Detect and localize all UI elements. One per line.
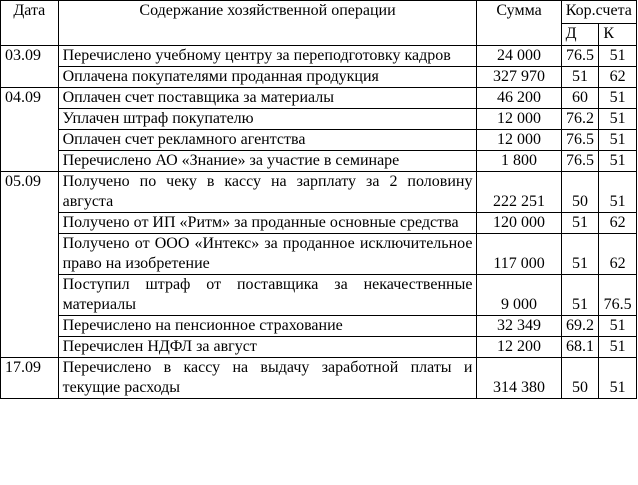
description-cell: Оплачен счет рекламного агентства: [58, 130, 477, 151]
table-row: [1, 316, 637, 337]
credit-cell: 51: [599, 109, 637, 130]
debit-cell: 50: [561, 172, 599, 213]
table-row: [1, 109, 637, 130]
sum-cell: 120 000: [477, 213, 561, 234]
debit-cell: 51: [561, 275, 599, 316]
credit-cell: 62: [599, 213, 637, 234]
table-row: [1, 275, 637, 316]
description-cell: Получено по чеку в кассу на зарплату за 2 половину августа: [58, 172, 477, 213]
sum-cell: 12 000: [477, 130, 561, 151]
date-cell: 17.09: [1, 358, 59, 399]
credit-cell: 51: [599, 46, 637, 67]
sum-cell: 327 970: [477, 67, 561, 88]
credit-cell: 51: [599, 337, 637, 358]
header-accounts: Кор.счета: [561, 1, 636, 24]
debit-cell: 76.5: [561, 151, 599, 172]
table-row: [1, 172, 637, 213]
header-debit: Д: [561, 24, 599, 46]
credit-cell: 51: [599, 151, 637, 172]
sum-cell: 12 200: [477, 337, 561, 358]
debit-cell: 76.5: [561, 46, 599, 67]
table-row: [1, 337, 637, 358]
sum-cell: 46 200: [477, 88, 561, 109]
sum-cell: 32 349: [477, 316, 561, 337]
sum-cell: 314 380: [477, 358, 561, 399]
debit-cell: 68.1: [561, 337, 599, 358]
header-date: Дата: [1, 1, 59, 46]
date-cell: 04.09: [1, 88, 59, 172]
description-cell: Перечислен НДФЛ за август: [58, 337, 477, 358]
description-cell: Перечислено АО «Знание» за участие в семинаре: [58, 151, 477, 172]
credit-cell: 51: [599, 88, 637, 109]
description-cell: Перечислено в кассу на выдачу заработной платы и текущие расходы: [58, 358, 477, 399]
debit-cell: 76.2: [561, 109, 599, 130]
date-cell: 03.09: [1, 46, 59, 88]
description-cell: Уплачен штраф покупателю: [58, 109, 477, 130]
description-cell: Оплачена покупателями проданная продукция: [58, 67, 477, 88]
credit-cell: 51: [599, 316, 637, 337]
description-cell: Получено от ООО «Интекс» за проданное исключительное право на изобретение: [58, 234, 477, 275]
description-cell: Перечислено на пенсионное страхование: [58, 316, 477, 337]
debit-cell: 51: [561, 67, 599, 88]
debit-cell: 76.5: [561, 130, 599, 151]
header-sum: Сумма: [477, 1, 561, 46]
date-cell: 05.09: [1, 172, 59, 358]
credit-cell: 51: [599, 358, 637, 399]
credit-cell: 51: [599, 130, 637, 151]
sum-cell: 24 000: [477, 46, 561, 67]
sum-cell: 9 000: [477, 275, 561, 316]
credit-cell: 62: [599, 67, 637, 88]
debit-cell: 51: [561, 213, 599, 234]
description-cell: Получено от ИП «Ритм» за проданные основные средства: [58, 213, 477, 234]
description-cell: Поступил штраф от поставщика за некачественные материалы: [58, 275, 477, 316]
table-row: [1, 358, 637, 399]
header-row-1: [1, 1, 637, 24]
debit-cell: 60: [561, 88, 599, 109]
description-cell: Перечислено учебному центру за переподготовку кадров: [58, 46, 477, 67]
debit-cell: 50: [561, 358, 599, 399]
header-credit: К: [599, 24, 637, 46]
debit-cell: 51: [561, 234, 599, 275]
table-row: [1, 88, 637, 109]
table-row: [1, 46, 637, 67]
table-row: [1, 213, 637, 234]
debit-cell: 69.2: [561, 316, 599, 337]
table-row: [1, 67, 637, 88]
table-row: [1, 234, 637, 275]
description-cell: Оплачен счет поставщика за материалы: [58, 88, 477, 109]
credit-cell: 51: [599, 172, 637, 213]
credit-cell: 76.5: [599, 275, 637, 316]
sum-cell: 12 000: [477, 109, 561, 130]
sum-cell: 1 800: [477, 151, 561, 172]
header-description: Содержание хозяйственной операции: [58, 1, 477, 46]
sum-cell: 117 000: [477, 234, 561, 275]
table-row: [1, 151, 637, 172]
credit-cell: 62: [599, 234, 637, 275]
table-row: [1, 130, 637, 151]
sum-cell: 222 251: [477, 172, 561, 213]
